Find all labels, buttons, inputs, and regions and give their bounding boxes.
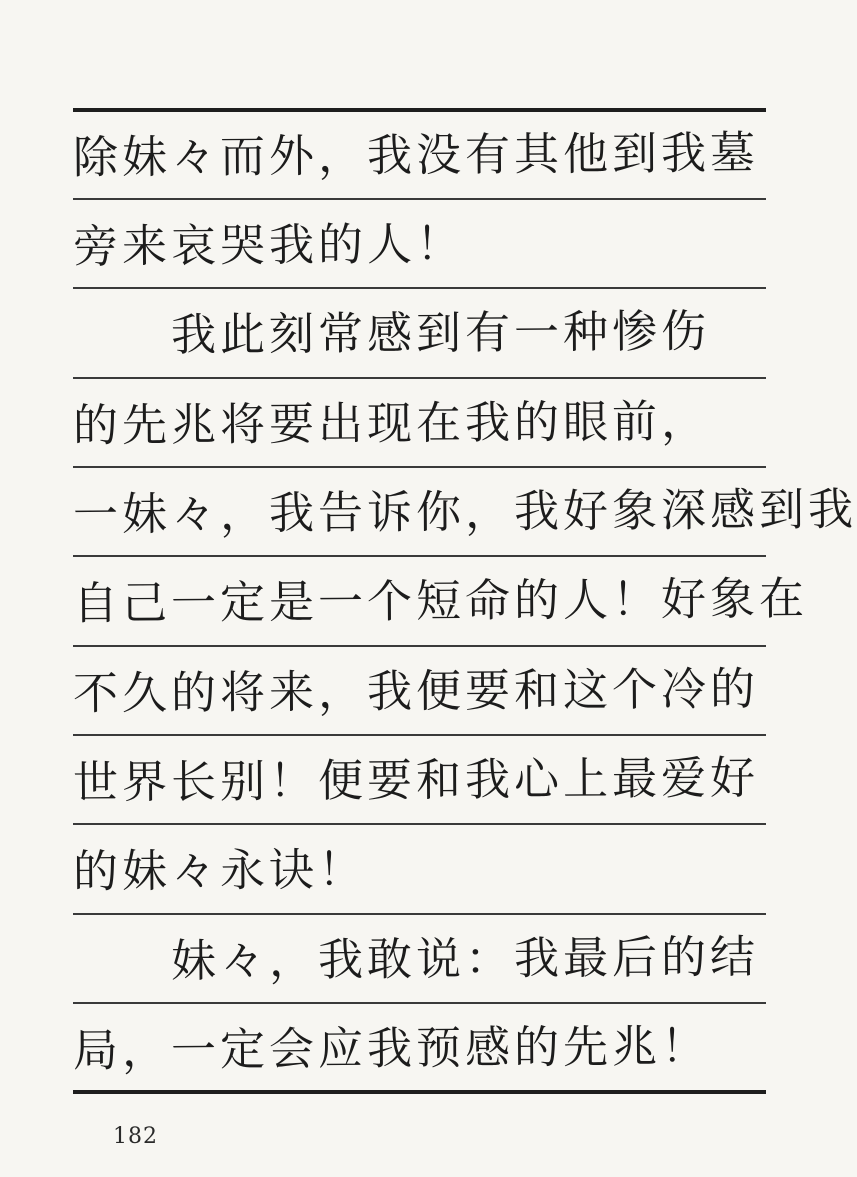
line-rule [73,913,766,915]
page-number: 182 [113,1124,158,1149]
text-line-8: 世界长别！便要和我心上最爱好 [72,751,760,809]
line-rule [73,734,766,736]
text-line-5: 一妹々，我告诉你，我好象深感到我 [72,482,857,541]
line-rule [73,287,766,289]
line-rule [73,466,766,468]
line-rule [73,377,766,379]
text-line-6: 自己一定是一个短命的人！好象在 [72,571,809,630]
text-line-11: 局，一定会应我预感的先兆！ [72,1019,711,1077]
text-line-9: 的妹々永诀！ [72,842,368,898]
text-line-7: 不久的将来，我便要和这个冷的 [72,662,760,720]
text-line-10: 妹々，我敢说：我最后的结 [72,930,760,988]
top-rule [73,108,766,112]
line-rule [73,198,766,200]
line-rule [73,823,766,825]
text-line-3: 我此刻常感到有一种惨伤 [72,304,711,362]
text-line-2: 旁来哀哭我的人！ [72,217,466,273]
text-line-4: 的先兆将要出现在我的眼前， [72,394,711,452]
line-rule [73,555,766,557]
line-rule [73,645,766,647]
line-rule [73,1002,766,1004]
bottom-rule [73,1090,766,1094]
text-line-1: 除妹々而外，我没有其他到我墓 [72,126,760,184]
